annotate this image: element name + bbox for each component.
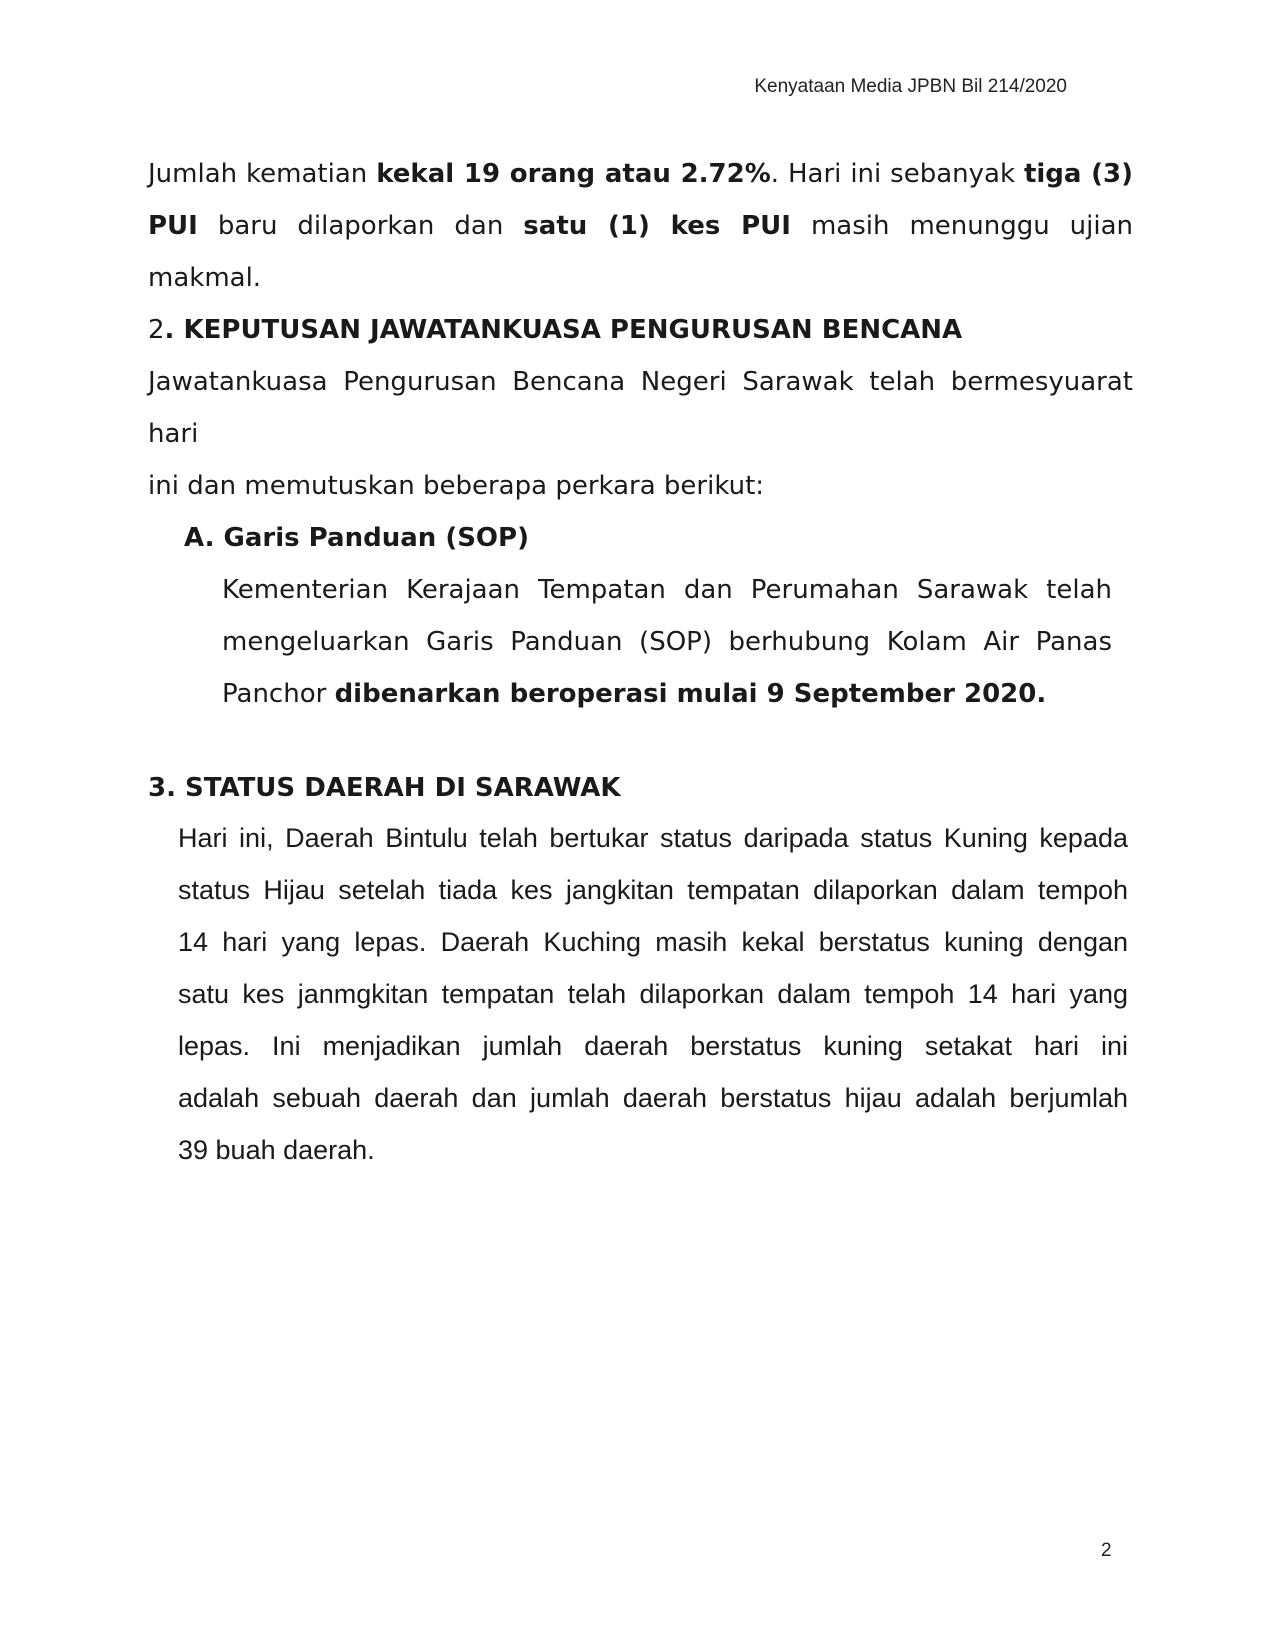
text-span: . Hari ini sebanyak (770, 159, 1024, 189)
paragraph-line: Jawatankuasa Pengurusan Bencana Negeri Sarawak telah bermesyuarat hari (148, 367, 1133, 449)
bold-text: tiga (3) (1023, 159, 1134, 189)
bold-text: satu (1) kes PUI (523, 211, 791, 241)
paragraph-death-toll (148, 148, 1133, 304)
paragraph-line: satu kes janmgkitan tempatan telah dilaporkan dalam tempoh 14 hari yang (178, 979, 1128, 1009)
paragraph-line: ini dan memutuskan beberapa perkara berikut: (148, 471, 765, 501)
bold-text: kekal 19 orang atau 2.72% (376, 159, 771, 189)
text-span: masih menunggu ujian makmal. (148, 211, 1134, 293)
paragraph-line: Hari ini, Daerah Bintulu telah bertukar status daripada status Kuning kepada (178, 823, 1128, 853)
paragraph-line (148, 200, 1133, 304)
paragraph-line (148, 148, 1133, 200)
bold-text: dibenarkan beroperasi mulai 9 September 2020. (334, 679, 1047, 709)
document-reference: Kenyataan Media JPBN Bil 214/2020 (754, 76, 1067, 97)
subsection-a-heading: A. Garis Panduan (SOP) (184, 523, 529, 553)
paragraph-line (222, 668, 1112, 720)
subsection-a-body (222, 564, 1112, 720)
bold-text: PUI (148, 211, 198, 241)
paragraph-line: adalah sebuah daerah dan jumlah daerah berstatus hijau adalah berjumlah (178, 1083, 1128, 1113)
paragraph-line: 14 hari yang lepas. Daerah Kuching masih kekal berstatus kuning dengan (178, 927, 1128, 957)
page-number: 2 (1101, 1540, 1112, 1561)
section-3-heading: 3. STATUS DAERAH DI SARAWAK (148, 773, 621, 803)
section-2-heading (148, 304, 1148, 356)
section-3-body (178, 812, 1128, 1176)
paragraph-line: 39 buah daerah. (178, 1135, 375, 1165)
text-span: baru dilaporkan dan (197, 211, 524, 241)
paragraph-line: lepas. Ini menjadikan jumlah daerah berstatus kuning setakat hari ini (178, 1031, 1128, 1061)
text-span: Panchor (222, 679, 335, 709)
section-2-body (148, 356, 1133, 512)
text-span: Jumlah kematian (148, 159, 377, 189)
paragraph-line: mengeluarkan Garis Panduan (SOP) berhubung Kolam Air Panas (222, 627, 1112, 657)
paragraph-line: status Hijau setelah tiada kes jangkitan tempatan dilaporkan dalam tempoh (178, 875, 1128, 905)
paragraph-line: Kementerian Kerajaan Tempatan dan Perumahan Sarawak telah (222, 575, 1112, 605)
section-title: . KEPUTUSAN JAWATANKUASA PENGURUSAN BENCANA (164, 315, 963, 345)
section-number: 2 (148, 315, 165, 345)
